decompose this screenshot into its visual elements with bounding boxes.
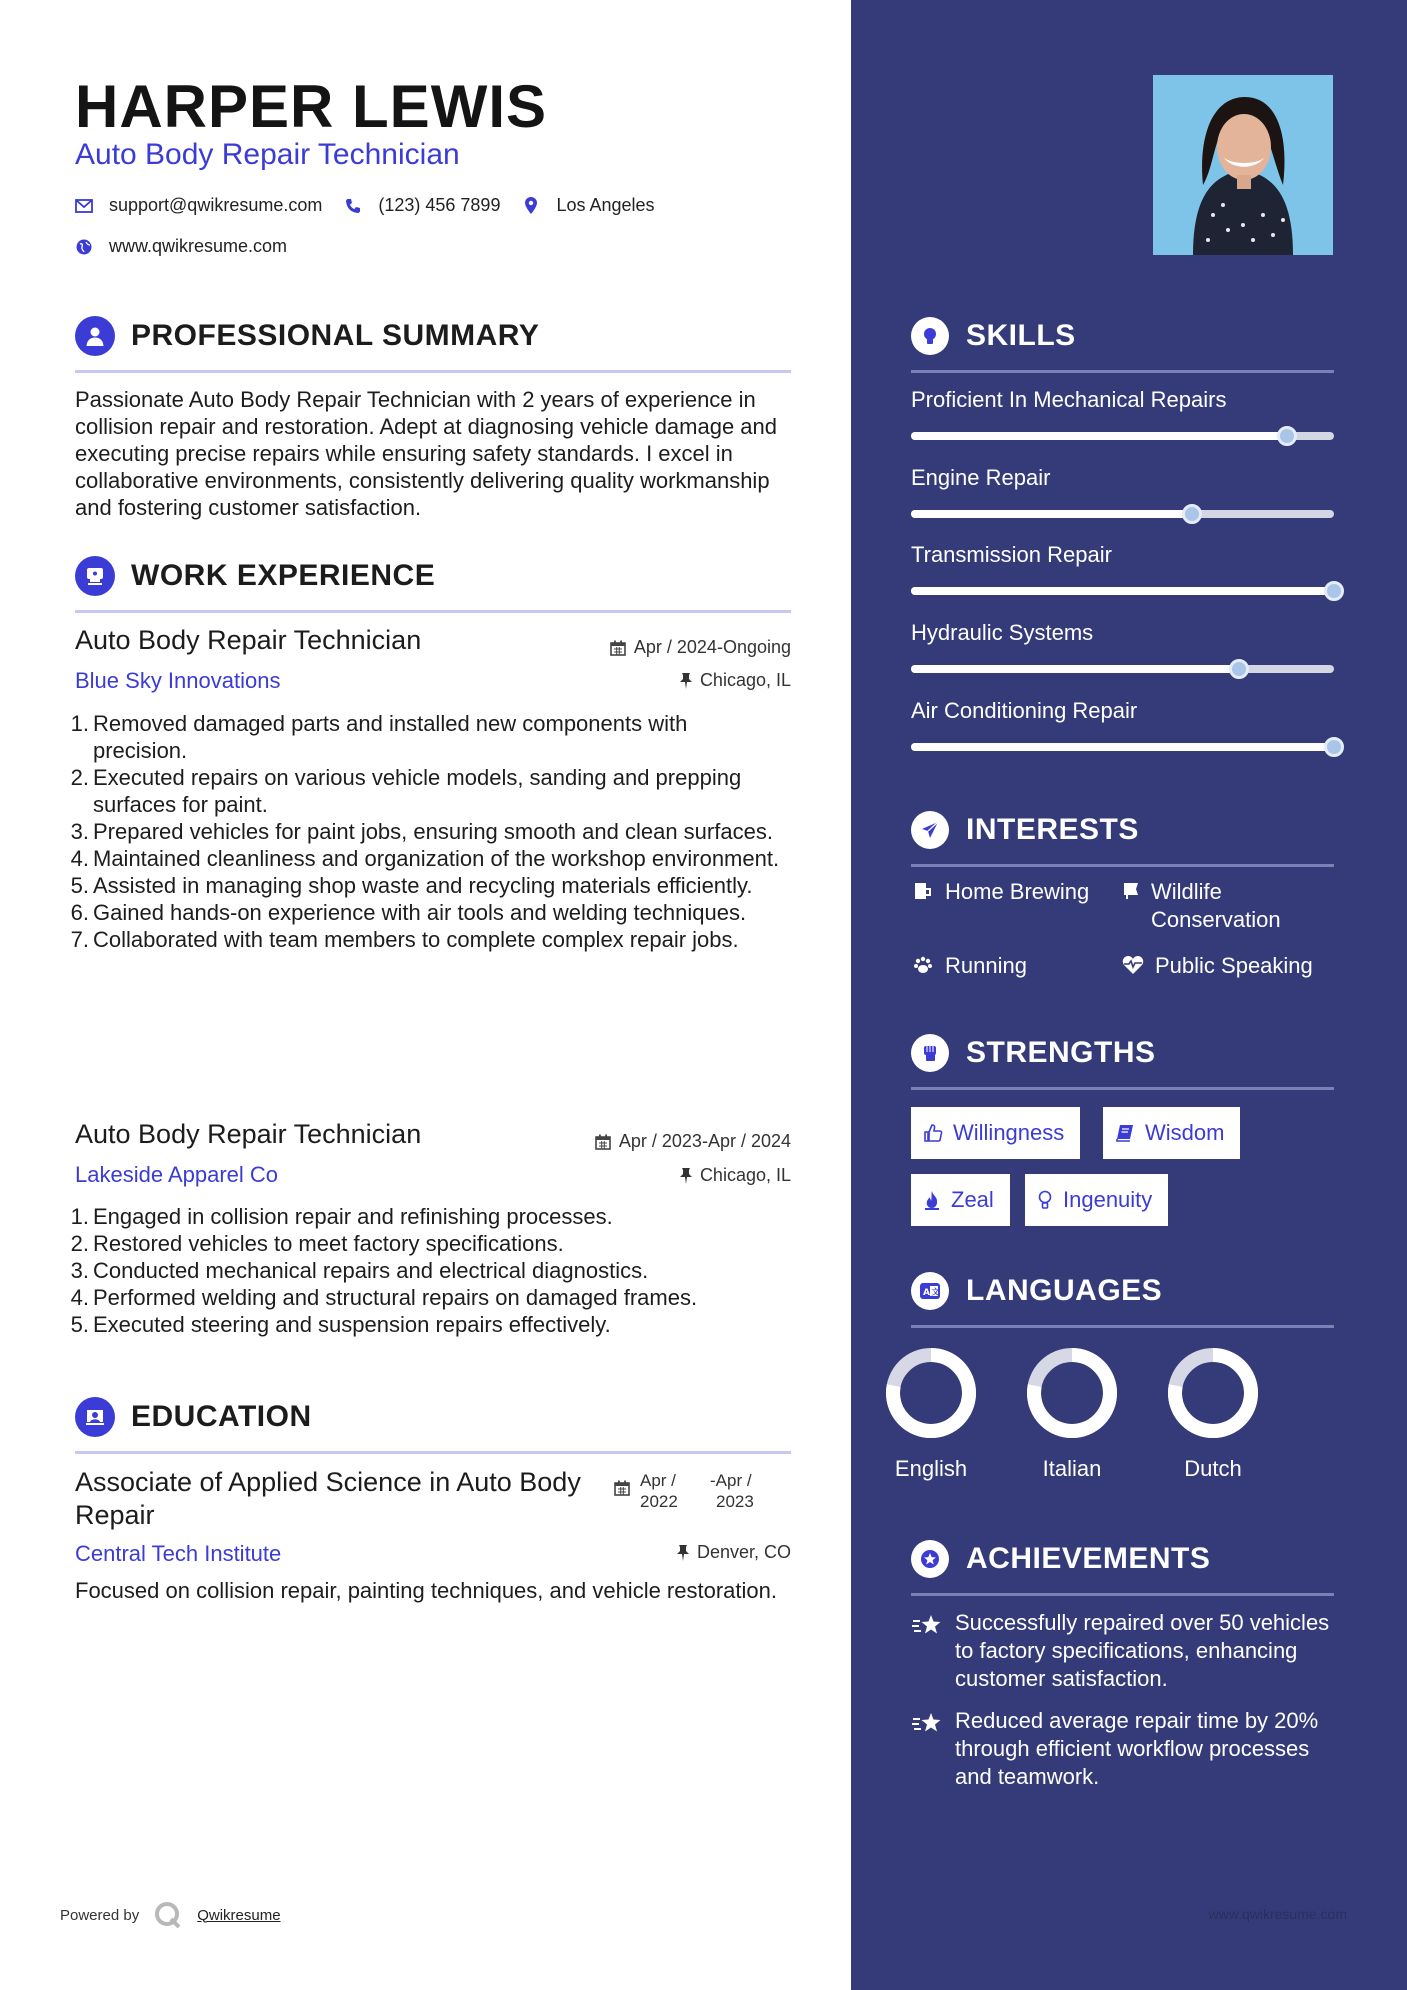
flag-icon — [1121, 878, 1141, 934]
pushpin-icon — [677, 1545, 689, 1561]
skill-name: Proficient In Mechanical Repairs — [911, 387, 1227, 412]
graduation-icon — [75, 1397, 115, 1437]
shooting-star-icon — [911, 1609, 945, 1693]
qwikresume-link[interactable]: Qwikresume — [197, 1906, 281, 1924]
list-item: 2. Executed repairs on various vehicle models, sanding and prepping surfaces for paint. — [70, 765, 742, 817]
skill-bar — [911, 743, 1334, 751]
list-item: 7. Collaborated with team members to complete complex repair jobs. — [70, 927, 739, 952]
school-name: Central Tech Institute — [75, 1541, 282, 1566]
list-item: 3. Conducted mechanical repairs and electrical diagnostics. — [70, 1258, 649, 1283]
profile-photo — [1153, 75, 1333, 255]
list-item: 4. Maintained cleanliness and organization of the workshop environment. — [70, 846, 780, 871]
skill-item — [911, 620, 1334, 673]
list-item: 4. Performed welding and structural repairs on damaged frames. — [70, 1285, 698, 1310]
shooting-star-icon — [911, 1707, 945, 1791]
skill-name: Transmission Repair — [911, 542, 1112, 567]
job-location — [680, 670, 791, 691]
candidate-name: HARPER LEWIS — [75, 73, 548, 140]
powered-by-text: Powered by — [60, 1906, 140, 1924]
list-item: 6. Gained hands-on experience with air tools and welding techniques. — [70, 900, 747, 925]
book-icon — [1115, 1123, 1135, 1143]
list-item: 5. Executed steering and suspension repairs effectively. — [70, 1312, 611, 1337]
language-item: English — [871, 1345, 991, 1482]
skill-bar-knob — [1277, 426, 1297, 446]
skill-bar-fill — [911, 665, 1239, 673]
job-date — [610, 637, 791, 658]
interest-item: Wildlife Conservation — [1121, 878, 1311, 934]
interest-item: Public Speaking — [1121, 952, 1313, 980]
languages-heading: LANGUAGES — [966, 1274, 1163, 1307]
section-divider — [911, 1325, 1334, 1328]
fist-icon — [911, 1034, 949, 1072]
section-divider — [911, 1087, 1334, 1090]
achievement-item: Successfully repaired over 50 vehicles to factory specifications, enhancing customer satisfaction. — [911, 1609, 1334, 1693]
briefcase-icon — [75, 556, 115, 596]
strength-tag: Willingness — [911, 1107, 1080, 1159]
paw-icon — [911, 952, 935, 980]
skill-bar-knob — [1324, 737, 1344, 757]
fire-icon — [923, 1190, 941, 1210]
education-section — [75, 1395, 791, 1454]
calendar-icon — [614, 1480, 630, 1496]
pushpin-icon — [680, 1168, 692, 1184]
job-location — [680, 1165, 791, 1186]
lightbulb-outline-icon — [1037, 1190, 1053, 1210]
job-title: Auto Body Repair Technician — [75, 625, 422, 655]
achievements-heading: ACHIEVEMENTS — [966, 1542, 1211, 1575]
website-text[interactable]: www.qwikresume.com — [109, 236, 288, 256]
section-divider — [75, 610, 791, 613]
strengths-heading: STRENGTHS — [966, 1036, 1156, 1069]
language-level-ring — [883, 1345, 979, 1441]
sidebar — [851, 0, 1407, 1990]
powered-by — [60, 1900, 281, 1930]
job-company: Blue Sky Innovations — [75, 668, 281, 693]
summary-heading: PROFESSIONAL SUMMARY — [131, 319, 540, 352]
degree-title: Associate of Applied Science in Auto Body Repair — [75, 1467, 581, 1530]
location-pin-icon — [522, 197, 540, 215]
education-location: Denver, CO — [677, 1542, 791, 1563]
section-divider — [911, 864, 1334, 867]
section-divider — [75, 1451, 791, 1454]
interest-item: Running — [911, 952, 1027, 980]
globe-icon — [75, 238, 93, 256]
strength-tag: Wisdom — [1103, 1107, 1240, 1159]
heartbeat-icon — [1121, 952, 1145, 980]
achievement-item: Reduced average repair time by 20% through efficient workflow processes and teamwork. — [911, 1707, 1334, 1791]
skill-name: Engine Repair — [911, 465, 1051, 490]
work-section — [75, 554, 791, 613]
skill-bar — [911, 665, 1334, 673]
calendar-icon — [610, 640, 626, 656]
job-title: Auto Body Repair Technician — [75, 1119, 422, 1149]
summary-text: Passionate Auto Body Repair Technician with 2 years of experience in collision repair and restoration. Adept at diagnosing vehicle damage and executing precise repairs while ensuring safety standards. I excel in collaborative environments, consistently delivering quality workmanship and fostering customer satisfaction. — [75, 387, 778, 520]
skill-bar — [911, 587, 1334, 595]
skill-bar-fill — [911, 587, 1334, 595]
languages-section — [911, 1269, 1334, 1328]
achievements-section — [911, 1537, 1334, 1596]
svg-text:A: A — [923, 1288, 930, 1298]
location-text: Los Angeles — [556, 195, 655, 215]
language-item: Italian — [1012, 1345, 1132, 1482]
qwikresume-logo-icon — [153, 1900, 183, 1930]
interests-heading: INTERESTS — [966, 813, 1139, 846]
skill-bar-knob — [1182, 504, 1202, 524]
list-item: 3. Prepared vehicles for paint jobs, ensuring smooth and clean surfaces. — [70, 819, 773, 844]
strength-tag: Ingenuity — [1025, 1174, 1168, 1226]
phone-text[interactable]: (123) 456 7899 — [378, 195, 501, 215]
list-item: 5. Assisted in managing shop waste and recycling materials efficiently. — [70, 873, 753, 898]
job-company: Lakeside Apparel Co — [75, 1162, 279, 1187]
candidate-role: Auto Body Repair Technician — [75, 138, 460, 171]
education-end: -Apr / 2023 — [710, 1471, 754, 1511]
skill-item — [911, 465, 1334, 518]
pushpin-icon — [680, 673, 692, 689]
education-description: Focused on collision repair, painting techniques, and vehicle restoration. — [75, 1578, 777, 1603]
phone-icon — [344, 197, 362, 215]
skill-bar-fill — [911, 432, 1287, 440]
skill-name: Air Conditioning Repair — [911, 698, 1138, 723]
skill-item — [911, 698, 1334, 751]
language-level-ring — [1024, 1345, 1120, 1441]
user-icon — [75, 316, 115, 356]
job-date-text: Apr / 2024-Ongoing — [633, 637, 791, 657]
skill-bar-knob — [1324, 581, 1344, 601]
skill-bar-fill — [911, 510, 1192, 518]
education-date — [614, 1470, 780, 1512]
skill-item — [911, 542, 1334, 595]
skills-section — [911, 314, 1334, 373]
list-item: 2. Restored vehicles to meet factory specifications. — [70, 1231, 564, 1256]
section-divider — [75, 370, 791, 373]
skill-bar — [911, 510, 1334, 518]
interest-item: Home Brewing — [911, 878, 1089, 906]
calendar-icon — [595, 1134, 611, 1150]
email-text[interactable]: support@qwikresume.com — [109, 195, 323, 215]
skill-name: Hydraulic Systems — [911, 620, 1094, 645]
language-icon — [911, 1272, 949, 1310]
section-divider — [911, 370, 1334, 373]
job-duties-list — [64, 710, 784, 953]
contact-row-1 — [75, 195, 677, 216]
email-icon — [75, 197, 93, 215]
skill-bar-knob — [1229, 659, 1249, 679]
list-item: 1. Engaged in collision repair and refinishing processes. — [70, 1204, 613, 1229]
education-heading: EDUCATION — [131, 1400, 312, 1433]
list-item: 1. Removed damaged parts and installed new components with precision. — [70, 711, 688, 763]
beer-icon — [911, 878, 935, 906]
education-start: Apr / 2022 — [640, 1471, 678, 1511]
section-divider — [911, 1593, 1334, 1596]
thumbs-up-icon — [923, 1123, 943, 1143]
language-item: Dutch — [1153, 1345, 1273, 1482]
language-level-ring — [1165, 1345, 1261, 1441]
summary-section — [75, 314, 791, 373]
job-date-text: Apr / 2023-Apr / 2024 — [618, 1131, 791, 1151]
job-date — [595, 1131, 791, 1152]
footer-website: www.qwikresume.com — [1208, 1906, 1347, 1922]
job-duties-list — [64, 1203, 784, 1338]
work-heading: WORK EXPERIENCE — [131, 559, 436, 592]
job-location-text: Chicago, IL — [699, 670, 791, 690]
strengths-section — [911, 1031, 1334, 1090]
interests-section — [911, 808, 1334, 867]
contact-row-2 — [75, 236, 309, 257]
star-badge-icon — [911, 1540, 949, 1578]
skills-heading: SKILLS — [966, 319, 1076, 352]
skill-bar — [911, 432, 1334, 440]
job-location-text: Chicago, IL — [699, 1165, 791, 1185]
strength-tag: Zeal — [911, 1174, 1010, 1226]
lightbulb-icon — [911, 317, 949, 355]
svg-text:文: 文 — [931, 1287, 940, 1297]
skill-item — [911, 387, 1334, 440]
paper-plane-icon — [911, 811, 949, 849]
skill-bar-fill — [911, 743, 1334, 751]
